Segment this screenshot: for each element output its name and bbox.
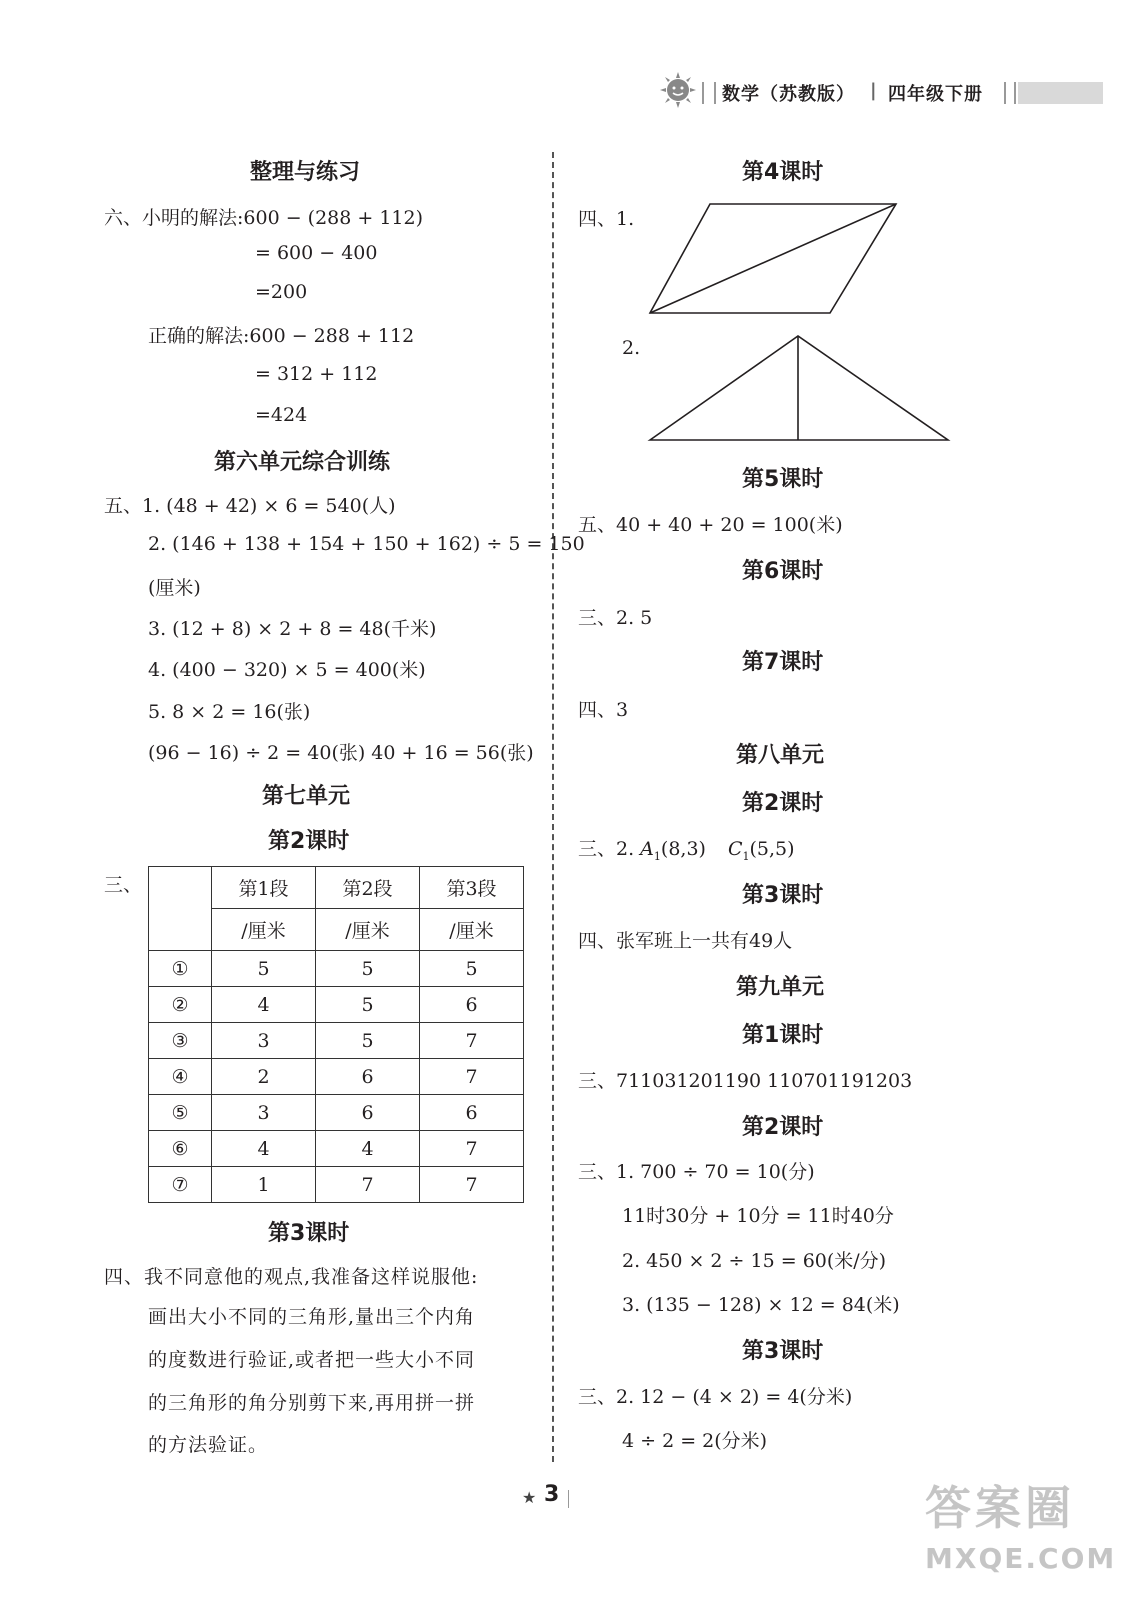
table-cell: 7	[420, 1023, 524, 1059]
table-row-index: ⑦	[149, 1167, 212, 1203]
watermark-text-top: 答案圈	[925, 1481, 1075, 1535]
answer-line: 三、1. 700 ÷ 70 = 10(分)	[578, 1161, 815, 1183]
page-number: 3	[544, 1482, 560, 1507]
answer-line: 六、小明的解法:600 − (288 + 112)	[104, 207, 424, 229]
answer-line: =424	[255, 404, 308, 426]
table-row	[149, 1131, 524, 1167]
answer-prefix: 三、2.	[578, 838, 641, 860]
lesson-title: 第3课时	[268, 1221, 350, 1246]
answer-line: 5. 8 × 2 = 16(张)	[148, 701, 311, 723]
table-cell: 5	[316, 987, 420, 1023]
segments-table	[148, 866, 524, 1203]
question-label: 2.	[622, 337, 641, 359]
table-cell: 1	[212, 1167, 316, 1203]
header-subject: 数学（苏教版）	[722, 84, 855, 105]
point-a-label: A	[640, 838, 654, 860]
table-cell: 5	[316, 1023, 420, 1059]
answer-line: 四、张军班上一共有49人	[578, 930, 793, 952]
answer-line: 正确的解法:600 − 288 + 112	[148, 325, 415, 347]
lesson-title: 第5课时	[742, 467, 824, 492]
section-title-unit9: 第九单元	[736, 975, 825, 1000]
point-c-coords: (5,5)	[749, 838, 795, 860]
header-gray-bar	[1018, 82, 1103, 104]
table-cell: 5	[316, 951, 420, 987]
footer-tick	[568, 1490, 569, 1508]
answer-line: 4 ÷ 2 = 2(分米)	[622, 1430, 768, 1452]
answer-line: 2. 450 × 2 ÷ 15 = 60(米/分)	[622, 1250, 887, 1272]
table-row	[149, 1095, 524, 1131]
table-cell: 3	[212, 1095, 316, 1131]
point-c-subscript: 1	[742, 849, 750, 863]
question-label: 四、1.	[578, 208, 635, 230]
lesson-title: 第7课时	[742, 650, 824, 675]
table-row-index: ⑥	[149, 1131, 212, 1167]
table-row-index: ③	[149, 1023, 212, 1059]
table-header-cell: 第3段	[420, 867, 524, 909]
table-header-unit: /厘米	[316, 909, 420, 951]
lesson-title: 第3课时	[742, 883, 824, 908]
section-title-unit8: 第八单元	[736, 743, 825, 768]
table-row	[149, 987, 524, 1023]
lesson-title: 第1课时	[742, 1023, 824, 1048]
answer-line: 3. (12 + 8) × 2 + 8 = 48(千米)	[148, 618, 437, 640]
lesson-title: 第2课时	[268, 829, 350, 854]
star-icon: ★	[522, 1488, 537, 1507]
answer-line: 的三角形的角分别剪下来,再用拼一拼	[148, 1392, 476, 1414]
table-row	[149, 951, 524, 987]
table-cell: 2	[212, 1059, 316, 1095]
watermark-logo	[925, 1480, 1120, 1600]
table-cell: 6	[316, 1095, 420, 1131]
table-cell: 6	[420, 1095, 524, 1131]
table-cell: 7	[420, 1167, 524, 1203]
table-header-unit: /厘米	[212, 909, 316, 951]
answer-line: 4. (400 − 320) × 5 = 400(米)	[148, 659, 426, 681]
header-bars-right	[1004, 82, 1016, 104]
table-row-index: ④	[149, 1059, 212, 1095]
answer-line: 的度数进行验证,或者把一些大小不同	[148, 1349, 476, 1371]
table-cell: 7	[420, 1131, 524, 1167]
answer-line-coordinates	[578, 834, 795, 863]
table-cell: 6	[316, 1059, 420, 1095]
question-label: 三、	[104, 874, 143, 896]
answer-line: = 312 + 112	[255, 363, 378, 385]
parallelogram-diagram	[640, 196, 910, 321]
answer-line: =200	[255, 281, 308, 303]
answer-line: 三、2. 12 − (4 × 2) = 4(分米)	[578, 1386, 853, 1408]
table-corner-cell	[149, 867, 212, 951]
table-cell: 7	[316, 1167, 420, 1203]
header-logo	[660, 72, 696, 108]
table-row-index: ⑤	[149, 1095, 212, 1131]
table-row	[149, 1059, 524, 1095]
lesson-title: 第2课时	[742, 791, 824, 816]
column-divider	[552, 152, 554, 1462]
answer-line: 四、3	[578, 699, 629, 721]
lesson-title: 第4课时	[742, 160, 824, 185]
point-c-label: C	[727, 838, 743, 860]
header-grade: 四年级下册	[888, 84, 983, 105]
answer-line: 3. (135 − 128) × 12 = 84(米)	[622, 1294, 900, 1316]
watermark-text-bottom: MXQE.COM	[925, 1542, 1117, 1575]
triangle-diagram	[640, 330, 960, 445]
table-cell: 5	[420, 951, 524, 987]
answer-line: 11时30分 + 10分 = 11时40分	[622, 1205, 894, 1227]
answer-line: 四、我不同意他的观点,我准备这样说服他:	[104, 1266, 479, 1288]
table-cell: 6	[420, 987, 524, 1023]
lesson-title: 第6课时	[742, 559, 824, 584]
answer-line: 五、40 + 40 + 20 = 100(米)	[578, 514, 843, 536]
sun-face-icon	[660, 72, 696, 108]
table-header-row	[149, 867, 524, 909]
lesson-title: 第2课时	[742, 1115, 824, 1140]
header-separator: |	[870, 80, 878, 101]
answer-line: 画出大小不同的三角形,量出三个内角	[148, 1306, 476, 1328]
answer-line: (96 − 16) ÷ 2 = 40(张) 40 + 16 = 56(张)	[148, 742, 534, 764]
table-row	[149, 1023, 524, 1059]
table-row	[149, 1167, 524, 1203]
table-cell: 4	[212, 987, 316, 1023]
header-bars-left	[702, 82, 716, 104]
answer-line: = 600 − 400	[255, 242, 378, 264]
section-title-unit7: 第七单元	[262, 784, 351, 809]
table-cell: 4	[212, 1131, 316, 1167]
table-row-index: ①	[149, 951, 212, 987]
point-a-subscript: 1	[653, 849, 661, 863]
section-title-review: 整理与练习	[250, 160, 361, 185]
table-header-cell: 第2段	[316, 867, 420, 909]
answer-line: 三、711031201190 110701191203	[578, 1070, 913, 1092]
table-cell: 5	[212, 951, 316, 987]
table-header-unit: /厘米	[420, 909, 524, 951]
table-cell: 3	[212, 1023, 316, 1059]
section-title-unit6: 第六单元综合训练	[214, 450, 391, 475]
answer-line: 三、2. 5	[578, 607, 653, 629]
answer-line: 2. (146 + 138 + 154 + 150 + 162) ÷ 5 = 150	[148, 533, 585, 555]
answer-line: 五、1. (48 + 42) × 6 = 540(人)	[104, 495, 396, 517]
answer-line: (厘米)	[148, 577, 201, 599]
table-cell: 7	[420, 1059, 524, 1095]
table-cell: 4	[316, 1131, 420, 1167]
lesson-title: 第3课时	[742, 1339, 824, 1364]
table-header-cell: 第1段	[212, 867, 316, 909]
table-row-index: ②	[149, 987, 212, 1023]
answer-line: 的方法验证。	[148, 1434, 269, 1456]
point-a-coords: (8,3)	[660, 838, 706, 860]
